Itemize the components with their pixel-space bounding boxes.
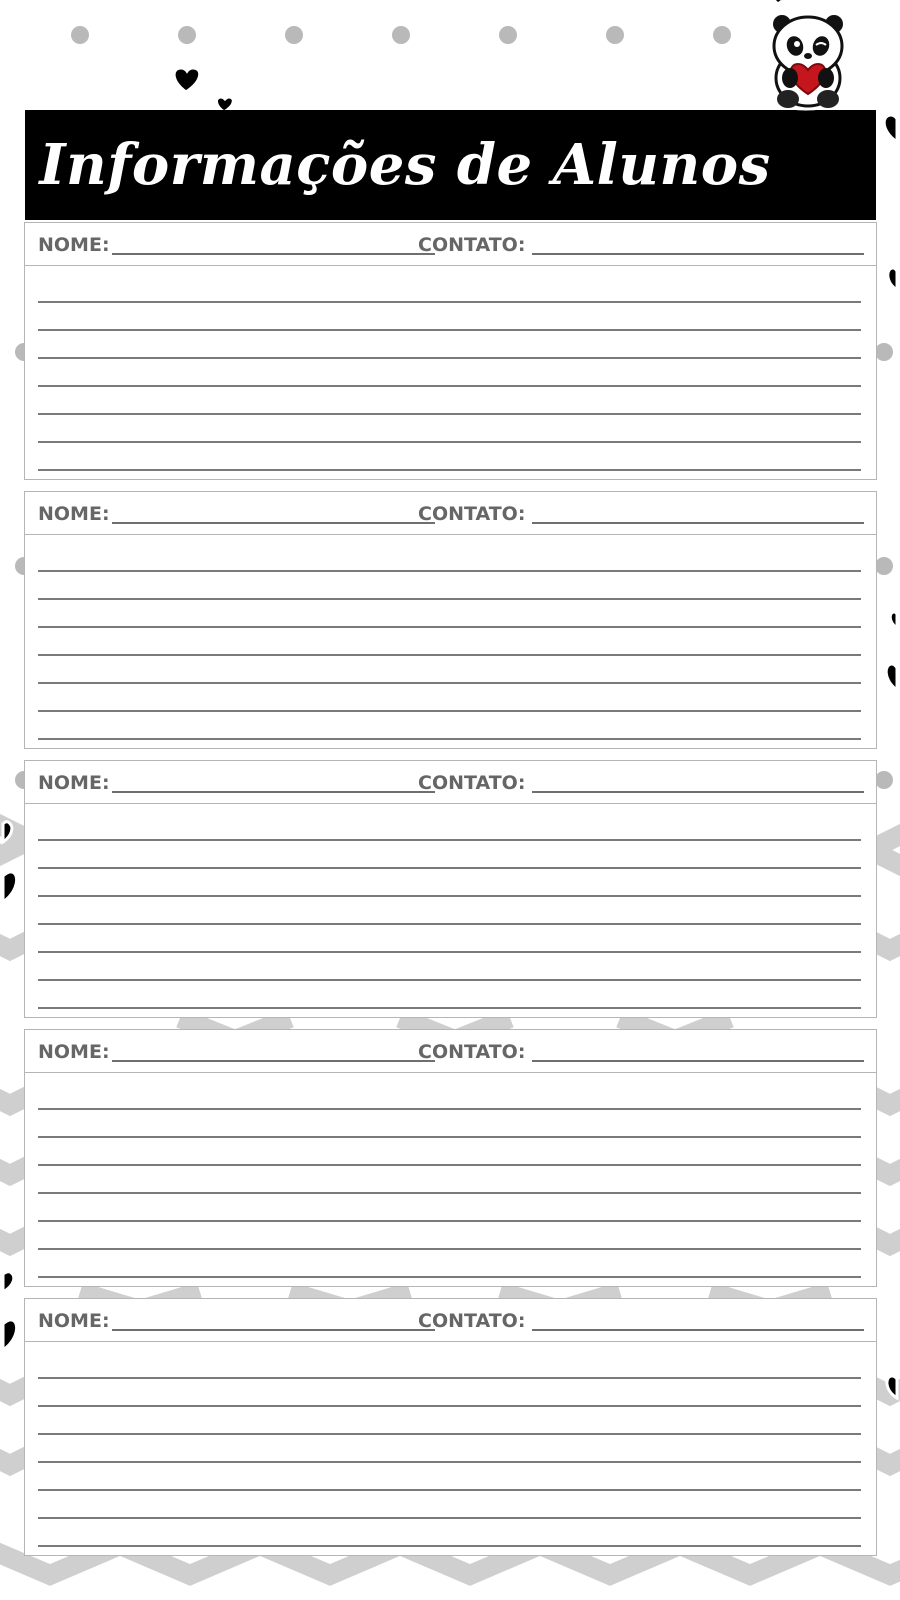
heart-icon: [886, 664, 897, 690]
writing-line[interactable]: [38, 413, 861, 415]
writing-line[interactable]: [38, 1461, 861, 1463]
name-label: NOME:: [38, 503, 110, 525]
contact-label: CONTATO:: [418, 234, 526, 256]
heart-icon: [174, 68, 200, 92]
writing-line[interactable]: [38, 1433, 861, 1435]
page-title: Informações de Alunos: [39, 132, 771, 198]
writing-line[interactable]: [38, 385, 861, 387]
card-header: [25, 1030, 876, 1073]
writing-line[interactable]: [38, 951, 861, 953]
name-field[interactable]: [112, 791, 435, 793]
student-record-card: [24, 1029, 877, 1287]
writing-line[interactable]: [38, 1007, 861, 1009]
writing-line[interactable]: [38, 895, 861, 897]
card-header: [25, 1299, 876, 1342]
contact-field[interactable]: [532, 791, 864, 793]
name-label: NOME:: [38, 1310, 110, 1332]
name-field[interactable]: [112, 522, 435, 524]
contact-field[interactable]: [532, 522, 864, 524]
writing-line[interactable]: [38, 329, 861, 331]
writing-line[interactable]: [38, 923, 861, 925]
name-field[interactable]: [112, 1060, 435, 1062]
heart-icon: [890, 612, 897, 628]
contact-label: CONTATO:: [418, 1310, 526, 1332]
writing-line[interactable]: [38, 1276, 861, 1278]
writing-line[interactable]: [38, 441, 861, 443]
contact-field[interactable]: [532, 1060, 864, 1062]
writing-line[interactable]: [38, 1136, 861, 1138]
heart-icon: [3, 1272, 14, 1292]
writing-line[interactable]: [38, 357, 861, 359]
writing-line[interactable]: [38, 654, 861, 656]
contact-label: CONTATO:: [418, 1041, 526, 1063]
heart-icon: [884, 115, 897, 142]
student-record-card: [24, 222, 877, 480]
writing-line[interactable]: [38, 867, 861, 869]
card-header: [25, 223, 876, 266]
writing-line[interactable]: [38, 301, 861, 303]
writing-line[interactable]: [38, 1517, 861, 1519]
card-header: [25, 761, 876, 804]
writing-line[interactable]: [38, 710, 861, 712]
contact-label: CONTATO:: [418, 772, 526, 794]
writing-line[interactable]: [38, 1192, 861, 1194]
name-label: NOME:: [38, 234, 110, 256]
writing-line[interactable]: [38, 1164, 861, 1166]
contact-field[interactable]: [532, 1329, 864, 1331]
student-record-card: [24, 760, 877, 1018]
heart-icon: [3, 872, 17, 902]
writing-line[interactable]: [38, 738, 861, 740]
writing-line[interactable]: [38, 1489, 861, 1491]
contact-field[interactable]: [532, 253, 864, 255]
card-header: [25, 492, 876, 535]
writing-line[interactable]: [38, 570, 861, 572]
contact-label: CONTATO:: [418, 503, 526, 525]
header-banner: [25, 110, 876, 220]
writing-line[interactable]: [38, 979, 861, 981]
writing-line[interactable]: [38, 1545, 861, 1547]
writing-line[interactable]: [38, 626, 861, 628]
name-field[interactable]: [112, 1329, 435, 1331]
panda-icon: [752, 0, 862, 114]
writing-line[interactable]: [38, 1108, 861, 1110]
writing-line[interactable]: [38, 469, 861, 471]
name-label: NOME:: [38, 1041, 110, 1063]
writing-line[interactable]: [38, 682, 861, 684]
student-record-card: [24, 1298, 877, 1556]
writing-line[interactable]: [38, 1220, 861, 1222]
writing-line[interactable]: [38, 1405, 861, 1407]
writing-line[interactable]: [38, 1377, 861, 1379]
writing-line[interactable]: [38, 598, 861, 600]
student-record-card: [24, 491, 877, 749]
writing-line[interactable]: [38, 1248, 861, 1250]
name-field[interactable]: [112, 253, 435, 255]
heart-icon: [3, 1320, 17, 1350]
name-label: NOME:: [38, 772, 110, 794]
writing-line[interactable]: [38, 839, 861, 841]
heart-icon: [888, 268, 897, 290]
